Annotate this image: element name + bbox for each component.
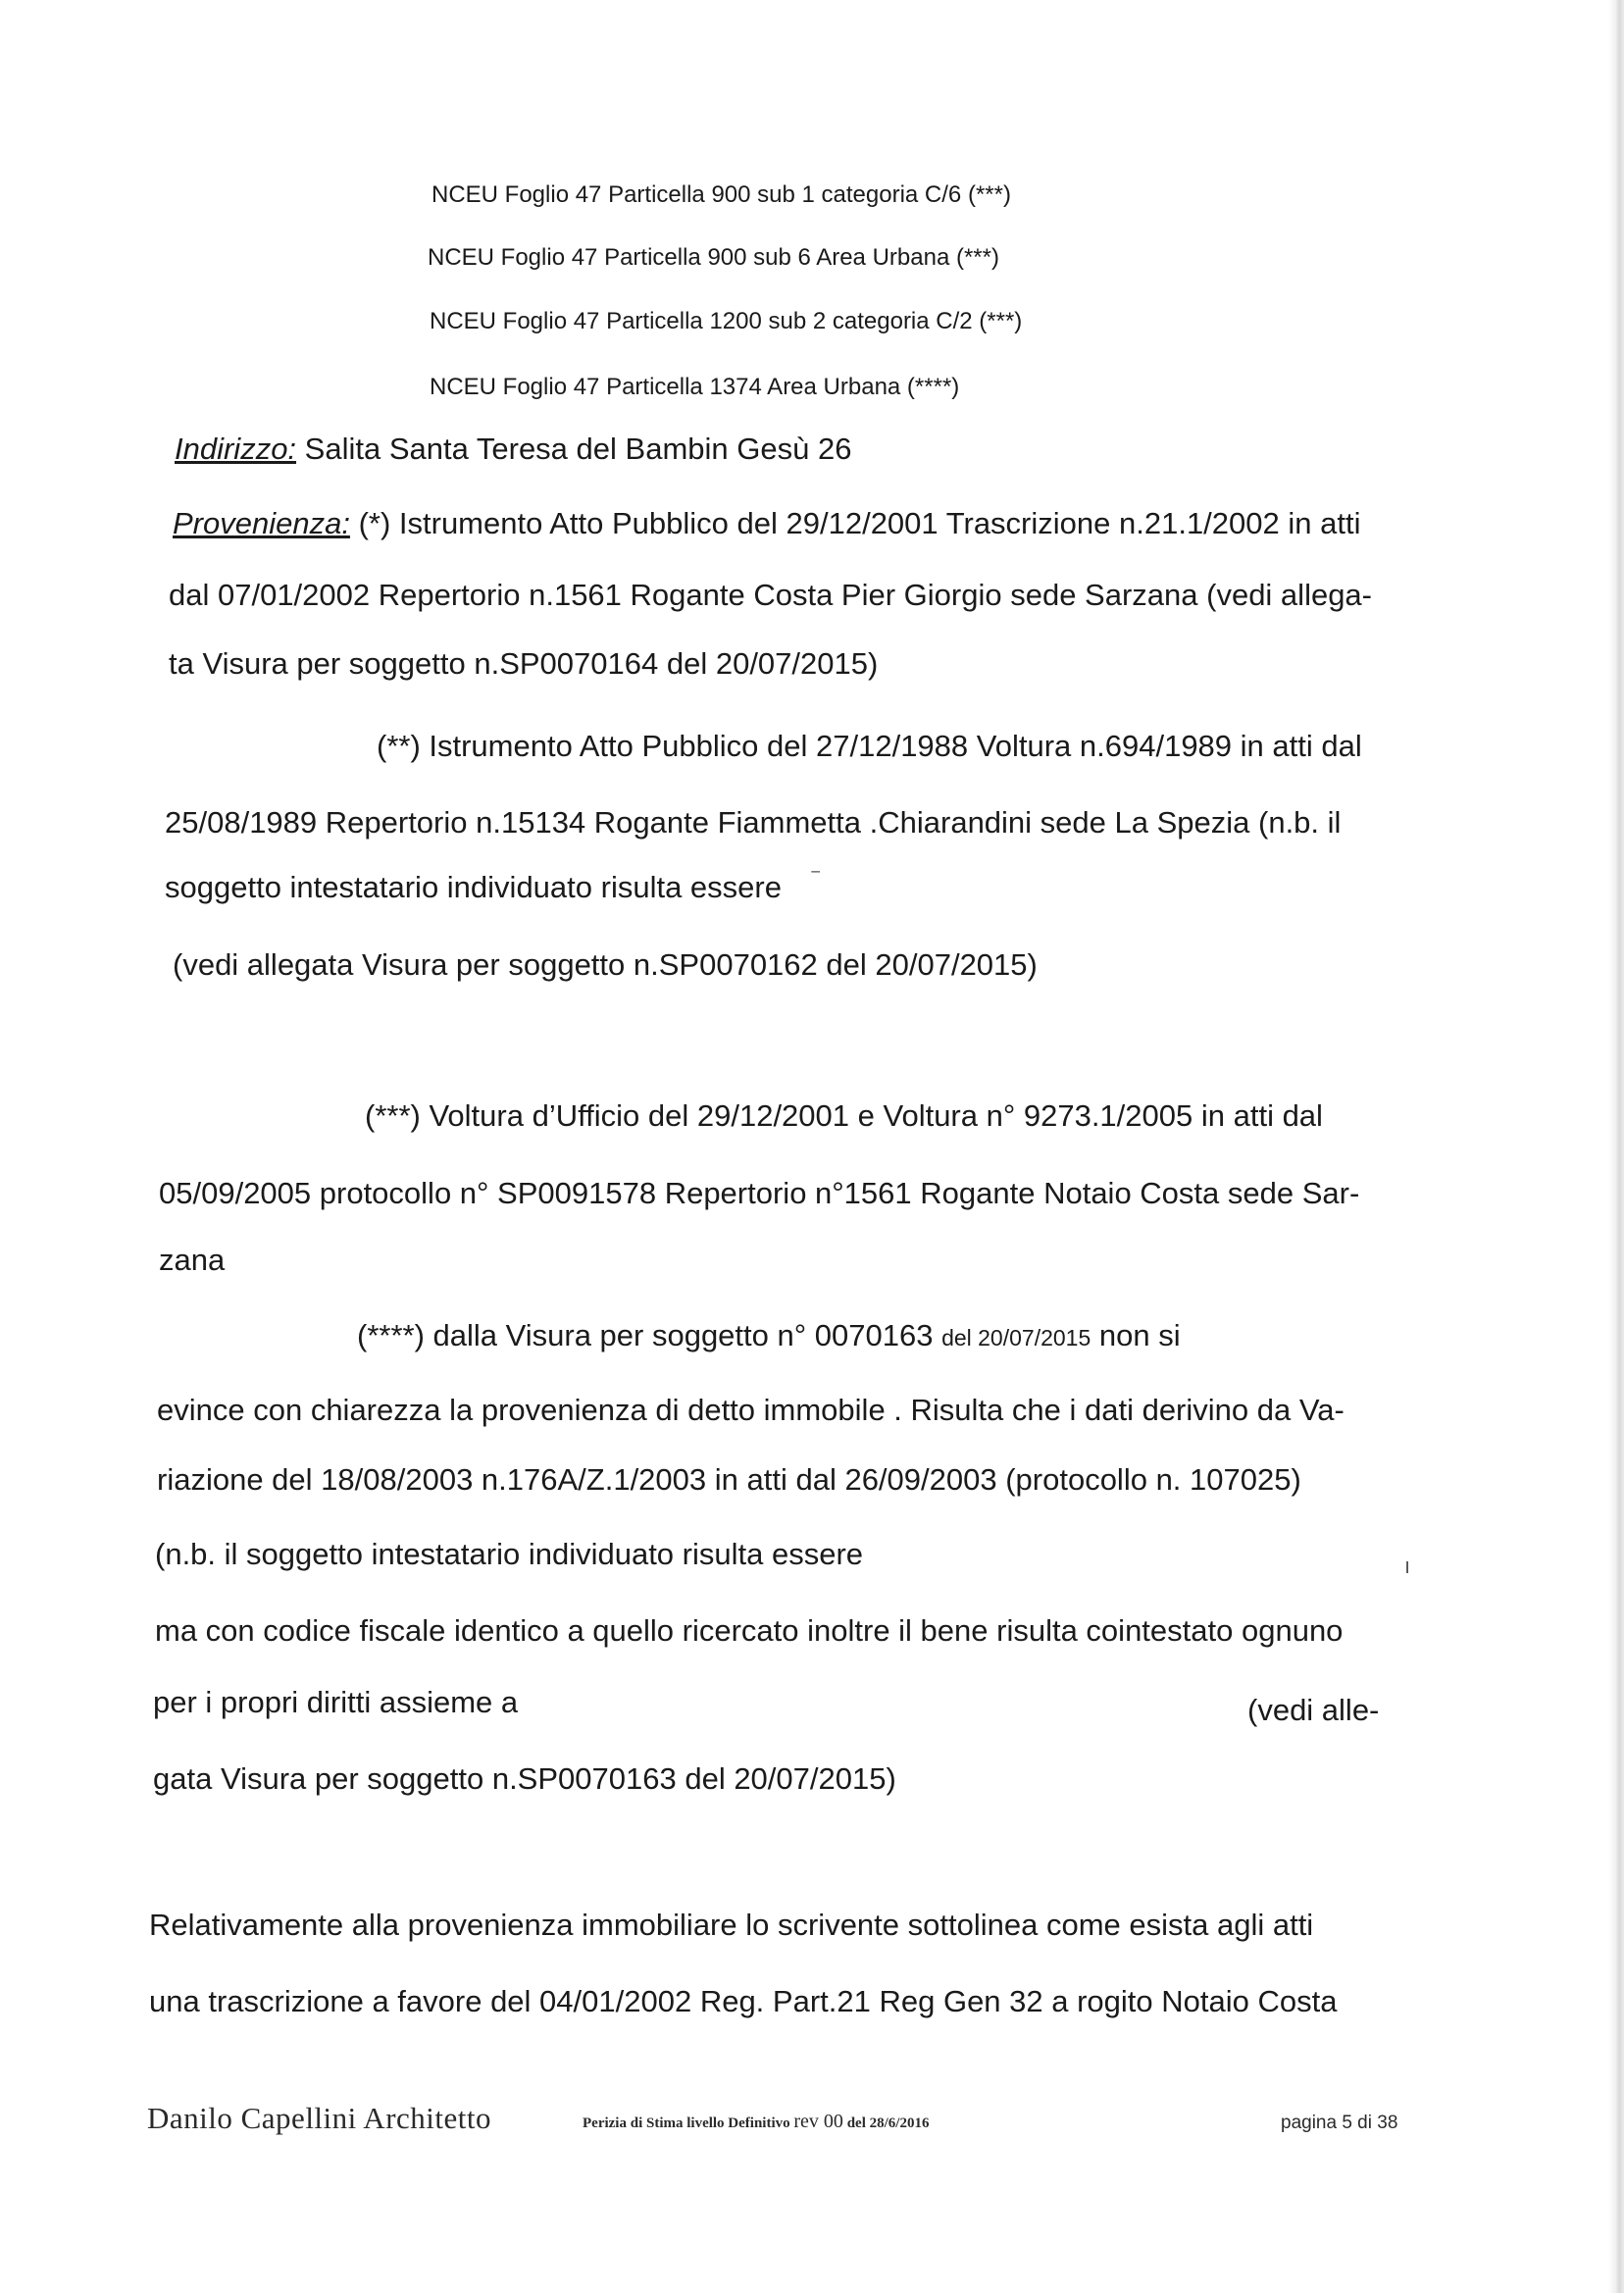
scan-mark: ı [1404, 1554, 1411, 1578]
provenance-label: Provenienza: [173, 506, 350, 540]
provenance-p1-text-1: (*) Istrumento Atto Pubblico del 29/12/2001 Trascrizione n.21.1/2002 in atti [349, 506, 1361, 540]
cadastral-line-2: NCEU Foglio 47 Particella 900 sub 6 Area Urbana (***) [428, 244, 999, 271]
footer-document-ref [583, 2111, 929, 2133]
provenance-p4-date: del 20/07/2015 [941, 1325, 1091, 1350]
provenance-p4-right-fragment: (vedi alle- [1247, 1693, 1380, 1727]
provenance-p1-line-3: ta Visura per soggetto n.SP0070164 del 20/07/2015) [169, 646, 879, 681]
provenance-p4-line-1 [357, 1317, 1181, 1356]
provenance-p2-line-2: 25/08/1989 Repertorio n.15134 Rogante Fiammetta .Chiarandini sede La Spezia (n.b. il [165, 805, 1342, 840]
provenance-p3-line-3: zana [159, 1243, 226, 1277]
provenance-p4-line-5: ma con codice fiscale identico a quello ricercato inoltre il bene risulta cointestato ognuno [155, 1613, 1344, 1648]
provenance-p2-line-3: soggetto intestatario individuato risulta essere [165, 870, 782, 904]
provenance-p4-text-c: non si [1091, 1318, 1181, 1352]
provenance-p4-line-7: gata Visura per soggetto n.SP0070163 del 20/07/2015) [153, 1761, 896, 1796]
provenance-line-1 [173, 505, 1360, 542]
provenance-p4-line-4: (n.b. il soggetto intestatario individuato risulta essere [155, 1537, 864, 1571]
footer-doc-date: del 28/6/2016 [842, 2115, 930, 2131]
address-label: Indirizzo: [175, 432, 297, 466]
footer-doc-rev: rev 00 [793, 2111, 843, 2132]
address-line [175, 431, 851, 468]
scan-edge [1608, 0, 1624, 2293]
provenance-p3-line-1: (***) Voltura d’Ufficio del 29/12/2001 e Voltura n° 9273.1/2005 in atti dal [365, 1098, 1323, 1133]
provenance-p2-line-4: (vedi allegata Visura per soggetto n.SP0070162 del 20/07/2015) [173, 947, 1038, 982]
provenance-p3-line-2: 05/09/2005 protocollo n° SP0091578 Repertorio n°1561 Rogante Notaio Costa sede Sar- [159, 1176, 1360, 1210]
footer-doc-title: Perizia di Stima livello Definitivo [583, 2115, 794, 2131]
cadastral-line-1: NCEU Foglio 47 Particella 900 sub 1 categoria C/6 (***) [431, 181, 1011, 208]
provenance-p4-text-a: (****) dalla Visura per soggetto n° 0070163 [357, 1318, 942, 1352]
provenance-p2-line-1: (**) Istrumento Atto Pubblico del 27/12/1988 Voltura n.694/1989 in atti dal [377, 729, 1362, 763]
provenance-p4-line-3: riazione del 18/08/2003 n.176A/Z.1/2003 in atti dal 26/09/2003 (protocollo n. 107025) [157, 1462, 1301, 1497]
cadastral-line-4: NCEU Foglio 47 Particella 1374 Area Urbana (****) [430, 374, 960, 400]
address-value: Salita Santa Teresa del Bambin Gesù 26 [296, 432, 852, 466]
provenance-p4-line-2: evince con chiarezza la provenienza di detto immobile . Risulta che i dati derivino da Va- [157, 1393, 1345, 1427]
closing-line-2: una trascrizione a favore del 04/01/2002 Reg. Part.21 Reg Gen 32 a rogito Notaio Costa [149, 1984, 1338, 2018]
footer-brand: Danilo Capellini Architetto [147, 2101, 491, 2135]
provenance-p4-line-6: per i propri diritti assieme a [153, 1685, 519, 1719]
scan-mark: ‾ [812, 869, 820, 893]
footer-page-number: pagina 5 di 38 [1281, 2113, 1398, 2133]
cadastral-line-3: NCEU Foglio 47 Particella 1200 sub 2 categoria C/2 (***) [430, 308, 1023, 334]
closing-line-1: Relativamente alla provenienza immobiliare lo scrivente sottolinea come esista agli atti [149, 1908, 1314, 1942]
provenance-p1-line-2: dal 07/01/2002 Repertorio n.1561 Rogante Costa Pier Giorgio sede Sarzana (vedi allega- [169, 578, 1372, 612]
